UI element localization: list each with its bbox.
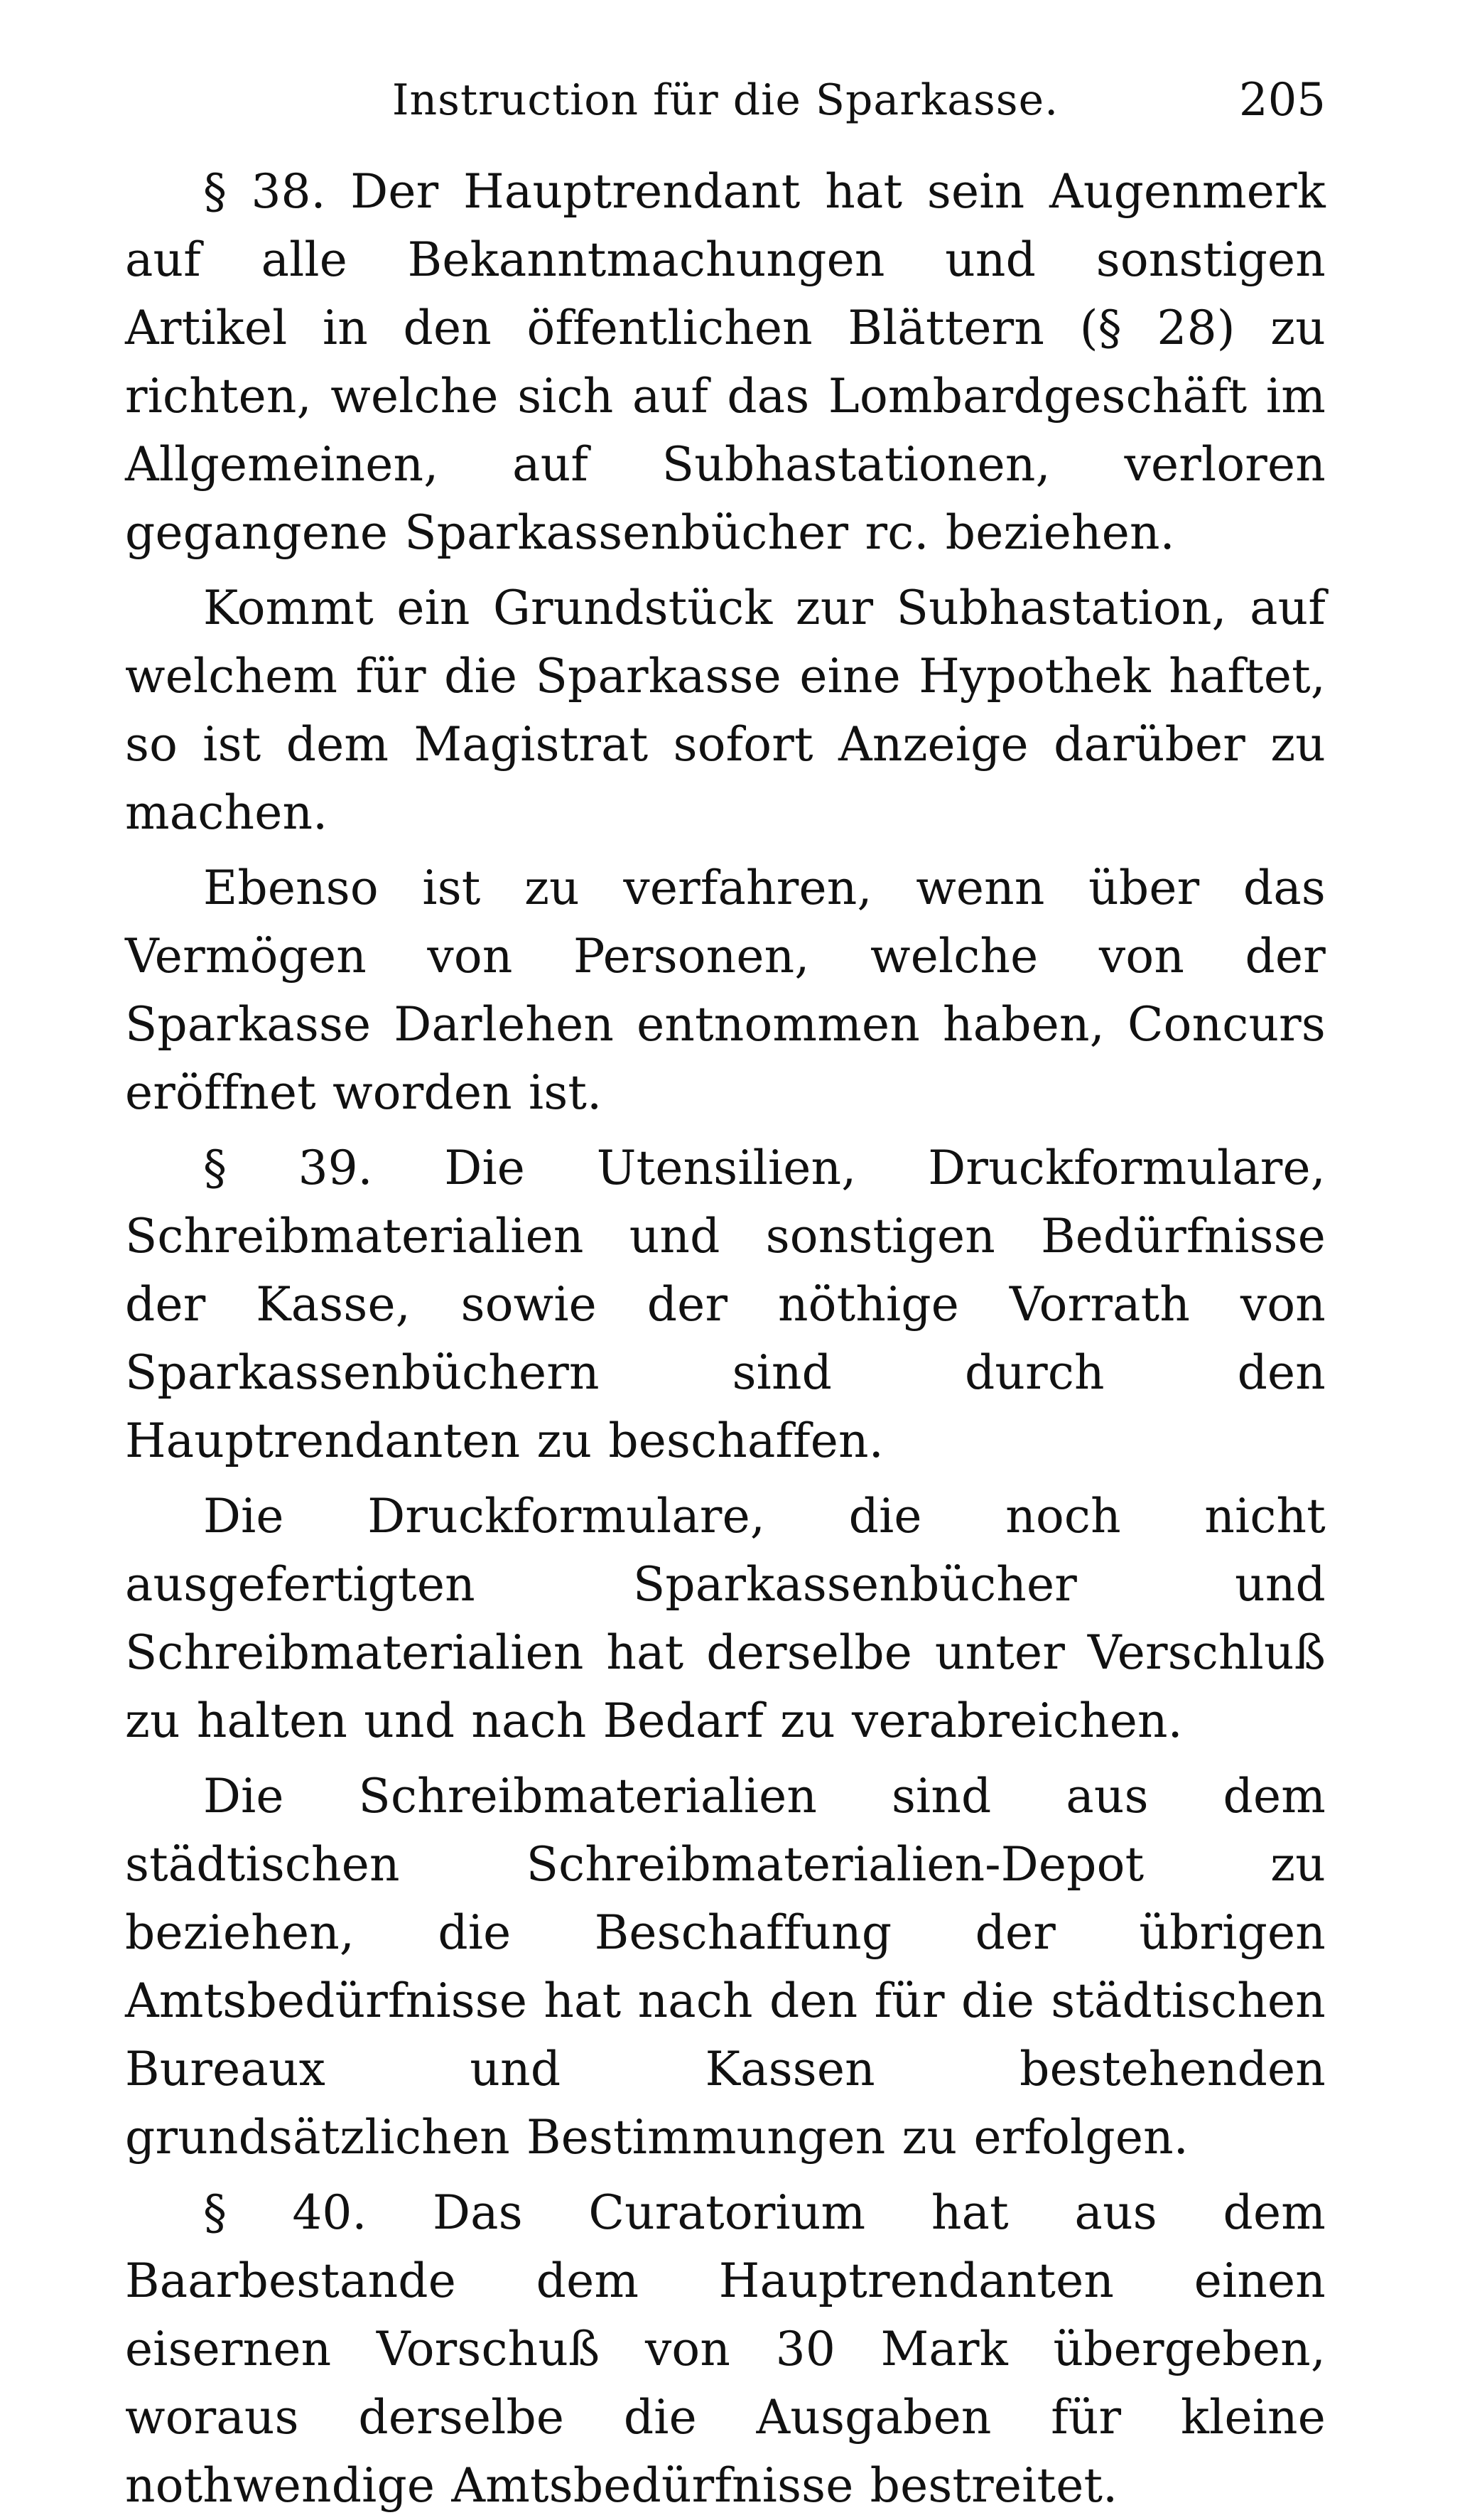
paragraph-text: Der Hauptrendant hat sein Augenmerk auf alle Bekanntmachungen und sonstigen Artikel in den öffentlichen Blättern (§ 28) zu richten, welche sich auf das Lombardgeschäft im Allgemeinen, auf Subhastationen, verloren gegangene Sparkassenbücher rc. beziehen. [125, 164, 1326, 560]
paragraph-section-38 [125, 158, 1326, 567]
paragraph [125, 1762, 1326, 2172]
page-header [125, 68, 1326, 132]
paragraph [125, 1482, 1326, 1755]
body-text [125, 158, 1326, 2520]
section-number: § 38. [203, 164, 326, 219]
paragraph-text: Das Curatorium hat aus dem Baarbestande dem Hauptrendanten einen eisernen Vorschuß von 30 Mark übergeben, woraus derselbe die Ausgaben für kleine nothwendige Amtsbedürfnisse bestreitet. [125, 2185, 1326, 2513]
paragraph-text: Die Utensilien, Druckformulare, Schreibmaterialien und sonstigen Bedürfnisse der Kasse, sowie der nöthige Vorrath von Sparkassenbüchern sind durch den Hauptrendanten zu beschaffen. [125, 1141, 1326, 1468]
paragraph [125, 854, 1326, 1127]
section-number: § 39. [203, 1141, 373, 1195]
paragraph-text: Die Schreibmaterialien sind aus dem städtischen Schreibmaterialien-Depot zu beziehen, die Beschaffung der übrigen Amtsbedürfnisse hat nach den für die städtischen Bureaux und Kassen bestehenden grundsätzlichen Bestimmungen zu erfolgen. [125, 1769, 1326, 2165]
section-number: § 40. [203, 2185, 367, 2240]
paragraph-section-39 [125, 1134, 1326, 1475]
running-title: Instruction für die Sparkasse. [391, 75, 1059, 125]
paragraph-text: Die Druckformulare, die noch nicht ausgefertigten Sparkassenbücher und Schreibmaterialien hat derselbe unter Verschluß zu halten und nach Bedarf zu verabreichen. [125, 1489, 1326, 1748]
paragraph-text: Kommt ein Grundstück zur Subhastation, auf welchem für die Sparkasse eine Hypothek haftet, so ist dem Magistrat sofort Anzeige darüber zu machen. [125, 581, 1326, 840]
page-number: 205 [1238, 74, 1326, 126]
paragraph [125, 574, 1326, 847]
paragraph-section-40 [125, 2179, 1326, 2520]
paragraph-text: Ebenso ist zu verfahren, wenn über das Vermögen von Personen, welche von der Sparkasse Darlehen entnommen haben, Concurs eröffnet worden ist. [125, 861, 1326, 1120]
